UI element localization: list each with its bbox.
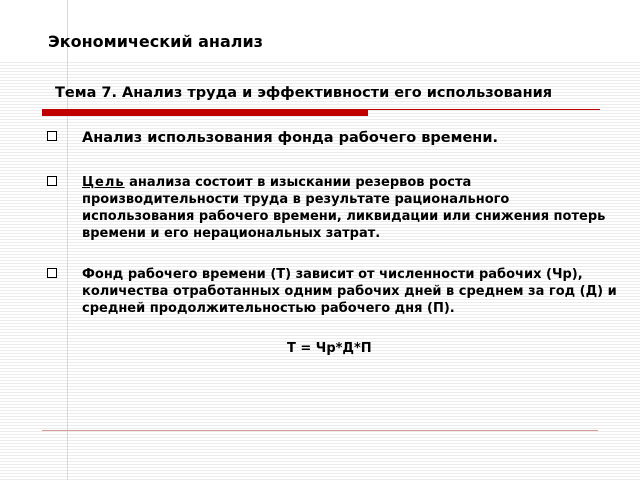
list-item-work-time-fund: Анализ использования фонда рабочего времени.	[82, 130, 498, 146]
header-band	[0, 0, 640, 60]
heading-accent-bar	[42, 110, 368, 116]
list-item-goal	[82, 174, 622, 242]
footer-line	[42, 430, 598, 431]
list-item-fund-factors: Фонд рабочего времени (Т) зависит от численности рабочих (Чр), количества отработанных одним рабочих дней в среднем за год (Д) и средней продолжительностью рабочего дня (П).	[82, 267, 617, 316]
org-title: Экономический анализ	[48, 32, 263, 51]
vertical-guide-line	[67, 0, 68, 480]
bullet-square-icon	[47, 268, 57, 278]
formula: Т = Чр*Д*П	[287, 341, 372, 356]
bullet-square-icon	[47, 131, 57, 141]
topic-heading: Тема 7. Анализ труда и эффективности его использования	[55, 85, 553, 101]
goal-text: анализа состоит в изыскании резервов роста производительности труда в результате рационального использования рабочего времени, ликвидации или снижения потерь времени и его нерациональных затрат.	[82, 175, 606, 241]
bullet-square-icon	[47, 176, 57, 186]
goal-keyword: Цель	[82, 175, 125, 190]
